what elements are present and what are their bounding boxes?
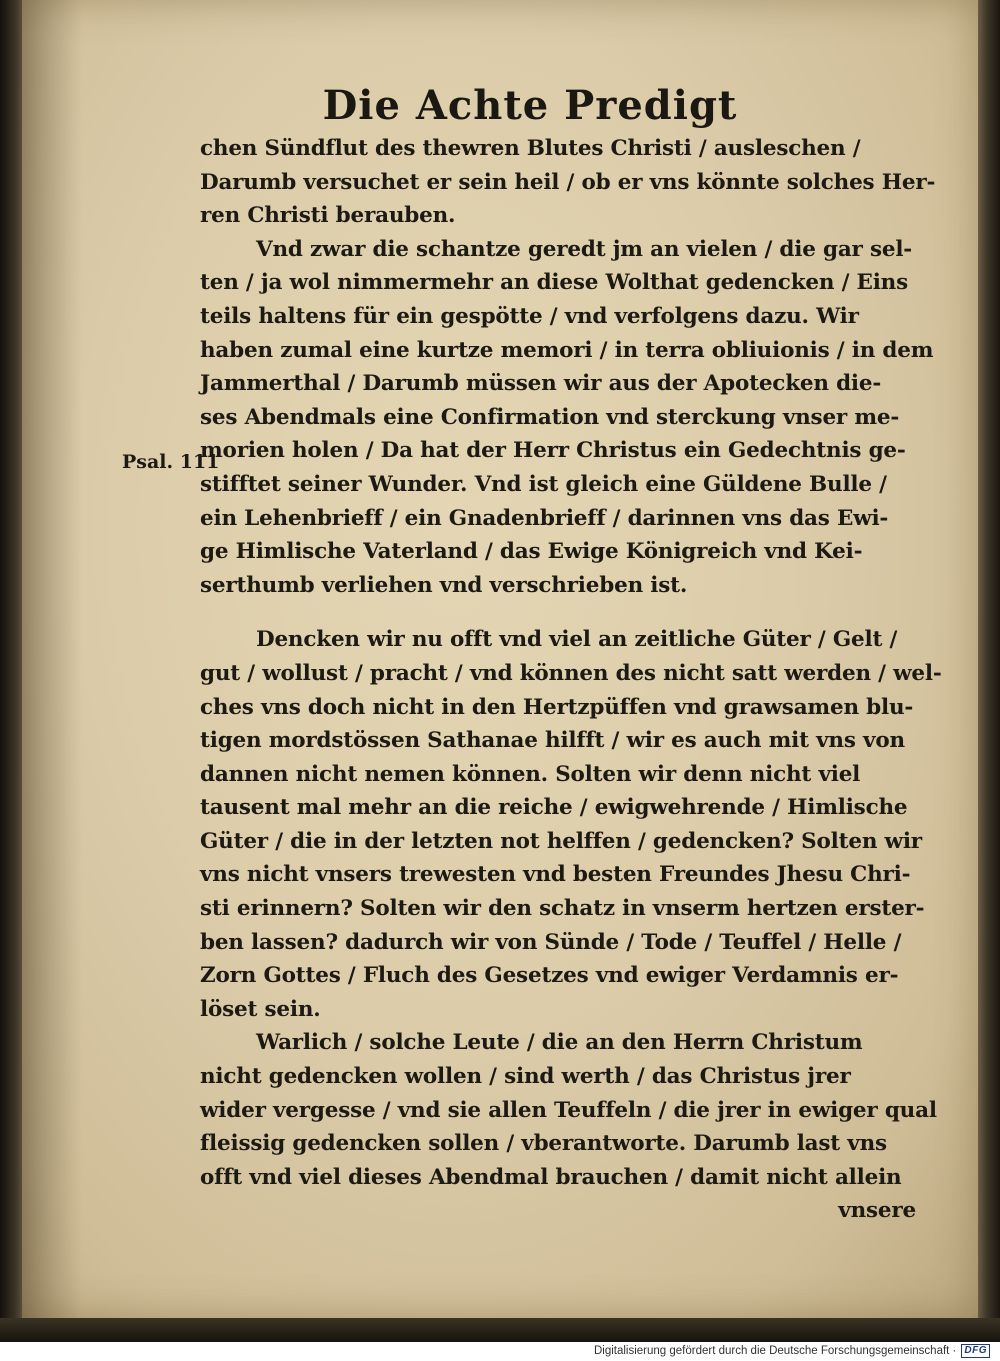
text-line: sti erinnern? Solten wir den schatz in vnserm hertzen erster- — [200, 896, 925, 922]
text-line: löset sein. — [200, 996, 321, 1022]
text-line: serthumb verliehen vnd verschrieben ist. — [200, 572, 688, 598]
text-line: haben zumal eine kurtze memori / in terra obliuionis / in dem — [200, 337, 934, 363]
dfg-logo: DFG — [961, 1344, 990, 1358]
text-line: Dencken wir nu offt vnd viel an zeitliche Güter / Gelt / — [256, 627, 898, 653]
book-page — [22, 0, 978, 1318]
text-line: ches vns doch nicht in den Hertzpüffen vnd grawsamen blu- — [200, 694, 914, 720]
credit-text: Digitalisierung gefördert durch die Deutsche Forschungsgemeinschaft · — [593, 1345, 957, 1357]
text-line: tausent mal mehr an die reiche / ewigwehrende / Himlische — [200, 795, 908, 821]
text-line: ein Lehenbrieff / ein Gnadenbrieff / darinnen vns das Ewi- — [200, 505, 889, 531]
text-line: ge Himlische Vaterland / das Ewige Königreich vnd Kei- — [200, 539, 863, 565]
text-line: nicht gedencken wollen / sind werth / das Christus jrer — [200, 1064, 851, 1090]
text-line: tigen mordstössen Sathanae hilfft / wir es auch mit vns von — [200, 728, 905, 754]
text-line: chen Sündflut des thewren Blutes Christi / ausleschen / — [200, 136, 861, 161]
text-line: wider vergesse / vnd sie allen Teuffeln / die jrer in ewiger qual — [200, 1097, 937, 1123]
text-line: Darumb versuchet er sein heil / ob er vns könnte solches Her- — [200, 169, 936, 195]
text-line: Warlich / solche Leute / die an den Herrn Christum — [256, 1030, 863, 1056]
book-edge-left — [0, 0, 22, 1342]
margin-note: Psal. 111 — [122, 451, 220, 473]
text-line: gut / wollust / pracht / vnd können des nicht satt werden / wel- — [200, 660, 942, 686]
body-text — [200, 132, 942, 1228]
book-edge-right — [978, 0, 1000, 1342]
catchword: vnsere — [838, 1198, 916, 1224]
text-line: Vnd zwar die schantze geredt jm an vielen / die gar sel- — [256, 236, 913, 262]
text-line: dannen nicht nemen können. Solten wir denn nicht viel — [200, 761, 861, 787]
text-line: ben lassen? dadurch wir von Sünde / Tode / Teuffel / Helle / — [200, 929, 902, 955]
paragraph-gap — [200, 602, 916, 623]
text-line: Güter / die in der letzten not helffen / gedencken? Solten wir — [200, 828, 922, 854]
text-line: ten / ja wol nimmermehr an diese Wolthat gedencken / Eins — [200, 270, 909, 296]
text-line: vns nicht vnsers trewesten vnd besten Freundes Jhesu Chri- — [200, 862, 911, 888]
text-line: offt vnd viel dieses Abendmal brauchen / damit nicht allein — [200, 1164, 902, 1190]
text-line: Jammerthal / Darumb müssen wir aus der Apotecken die- — [200, 371, 882, 397]
text-line: ses Abendmals eine Confirmation vnd sterckung vnser me- — [200, 404, 900, 430]
page-header: Die Achte Predigt — [322, 82, 738, 129]
text-line: teils haltens für ein gespötte / vnd verfolgens dazu. Wir — [200, 303, 859, 329]
gutter-shadow — [22, 0, 82, 1318]
text-line: fleissig gedencken sollen / vberantworte. Darumb last vns — [200, 1131, 887, 1157]
text-line: morien holen / Da hat der Herr Christus ein Gedechtnis ge- — [200, 438, 906, 464]
text-line: ren Christi berauben. — [200, 203, 456, 229]
book-edge-bottom — [0, 1318, 1000, 1342]
text-line: stifftet seiner Wunder. Vnd ist gleich eine Güldene Bulle / — [200, 471, 887, 497]
funding-credit — [594, 1344, 990, 1358]
text-line: Zorn Gottes / Fluch des Gesetzes vnd ewiger Verdamnis er- — [200, 963, 899, 989]
